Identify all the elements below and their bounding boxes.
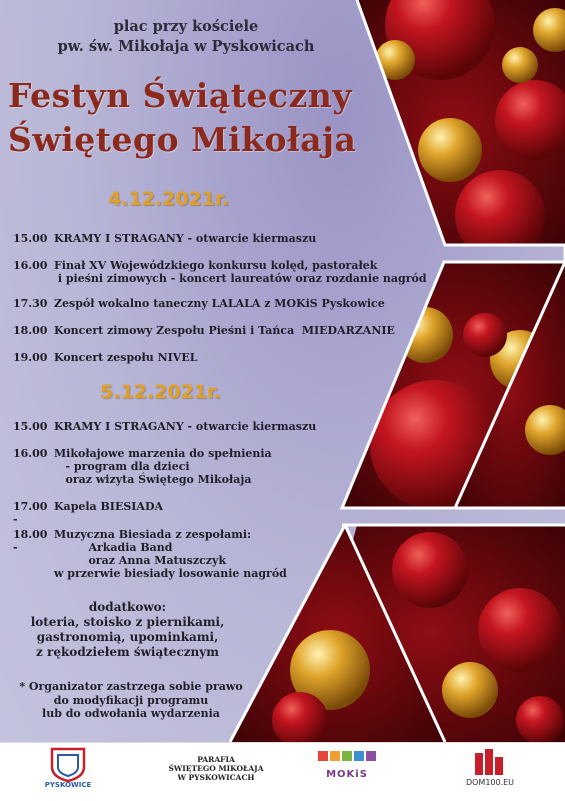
pyskowice-crest-icon [52, 749, 84, 781]
pyskowice-logo-text: PYSKOWICE [44, 781, 92, 789]
event-description: Mikołajowe marzenia do spełnienia - program dla dzieci oraz wizyta Świętego Mikołaja [54, 447, 272, 486]
event-time: 17.00 - [13, 500, 48, 526]
event-description: Zespół wokalno taneczny LALALA z MOKiS Pyskowice [54, 297, 385, 310]
mokis-logo-icon [318, 751, 376, 761]
schedule-item [13, 324, 395, 337]
event-description: KRAMY I STRAGANY - otwarcie kiermaszu [54, 420, 317, 433]
sponsor-footer [0, 742, 565, 801]
event-description: Finał XV Wojewódzkiego konkursu kolęd, pastorałek i pieśni zimowych - koncert laureatów oraz rozdanie nagród [54, 259, 427, 285]
schedule-item [13, 447, 272, 486]
schedule-item [13, 528, 287, 580]
event-description: Muzyczna Biesiada z zespołami: Arkadia Band oraz Anna Matuszczyk w przerwie biesiady losowanie nagród [54, 528, 287, 580]
event-time: 19.00 [13, 351, 48, 364]
schedule-item [13, 259, 427, 285]
event-time: 18.00 - [13, 528, 48, 554]
schedule-item [13, 232, 316, 245]
event-time: 16.00 [13, 447, 48, 460]
schedule-item [13, 351, 197, 364]
venue-line-1: plac przy kościele [113, 18, 259, 35]
schedule-item [13, 420, 316, 433]
venue [0, 17, 372, 57]
schedule-item [13, 297, 385, 310]
event-time: 15.00 [13, 420, 48, 433]
event-time: 17.30 [13, 297, 48, 310]
event-time: 15.00 [13, 232, 48, 245]
day1-date: 4.12.2021r. [108, 188, 229, 210]
event-time: 18.00 [13, 324, 48, 337]
event-time: 16.00 [13, 259, 48, 272]
extras-info: dodatkowo: loteria, stoisko z piernikami, gastronomią, upominkami, z rękodziełem świątecznym [30, 600, 225, 659]
event-description: Kapela BIESIADA [54, 500, 164, 513]
ornament-panel-top [340, 0, 565, 260]
day2-date: 5.12.2021r. [100, 381, 221, 403]
event-description: Koncert zespołu NIVEL [54, 351, 198, 364]
title-line-2: Świętego Mikołaja [8, 120, 357, 159]
dom100-logo-icon [475, 749, 503, 775]
mokis-logo-text: MOKiS [326, 769, 368, 780]
parafia-logo-text: PARAFIA ŚWIĘTEGO MIKOŁAJA W PYSKOWICACH [168, 755, 264, 782]
event-description: KRAMY I STRAGANY - otwarcie kiermaszu [54, 232, 317, 245]
schedule-item [13, 500, 163, 526]
venue-line-2: pw. św. Mikołaja w Pyskowicach [57, 38, 315, 55]
footer-logos [0, 743, 565, 801]
organizer-note: * Organizator zastrzega sobie prawo do modyfikacji programu lub do odwołania wydarzenia [19, 680, 243, 720]
page-title [8, 74, 356, 162]
dom100-logo-text: DOM100.EU [465, 778, 515, 787]
title-line-1: Festyn Świąteczny [8, 76, 352, 115]
event-description: Koncert zimowy Zespołu Pieśni i Tańca MIEDARZANIE [54, 324, 395, 337]
